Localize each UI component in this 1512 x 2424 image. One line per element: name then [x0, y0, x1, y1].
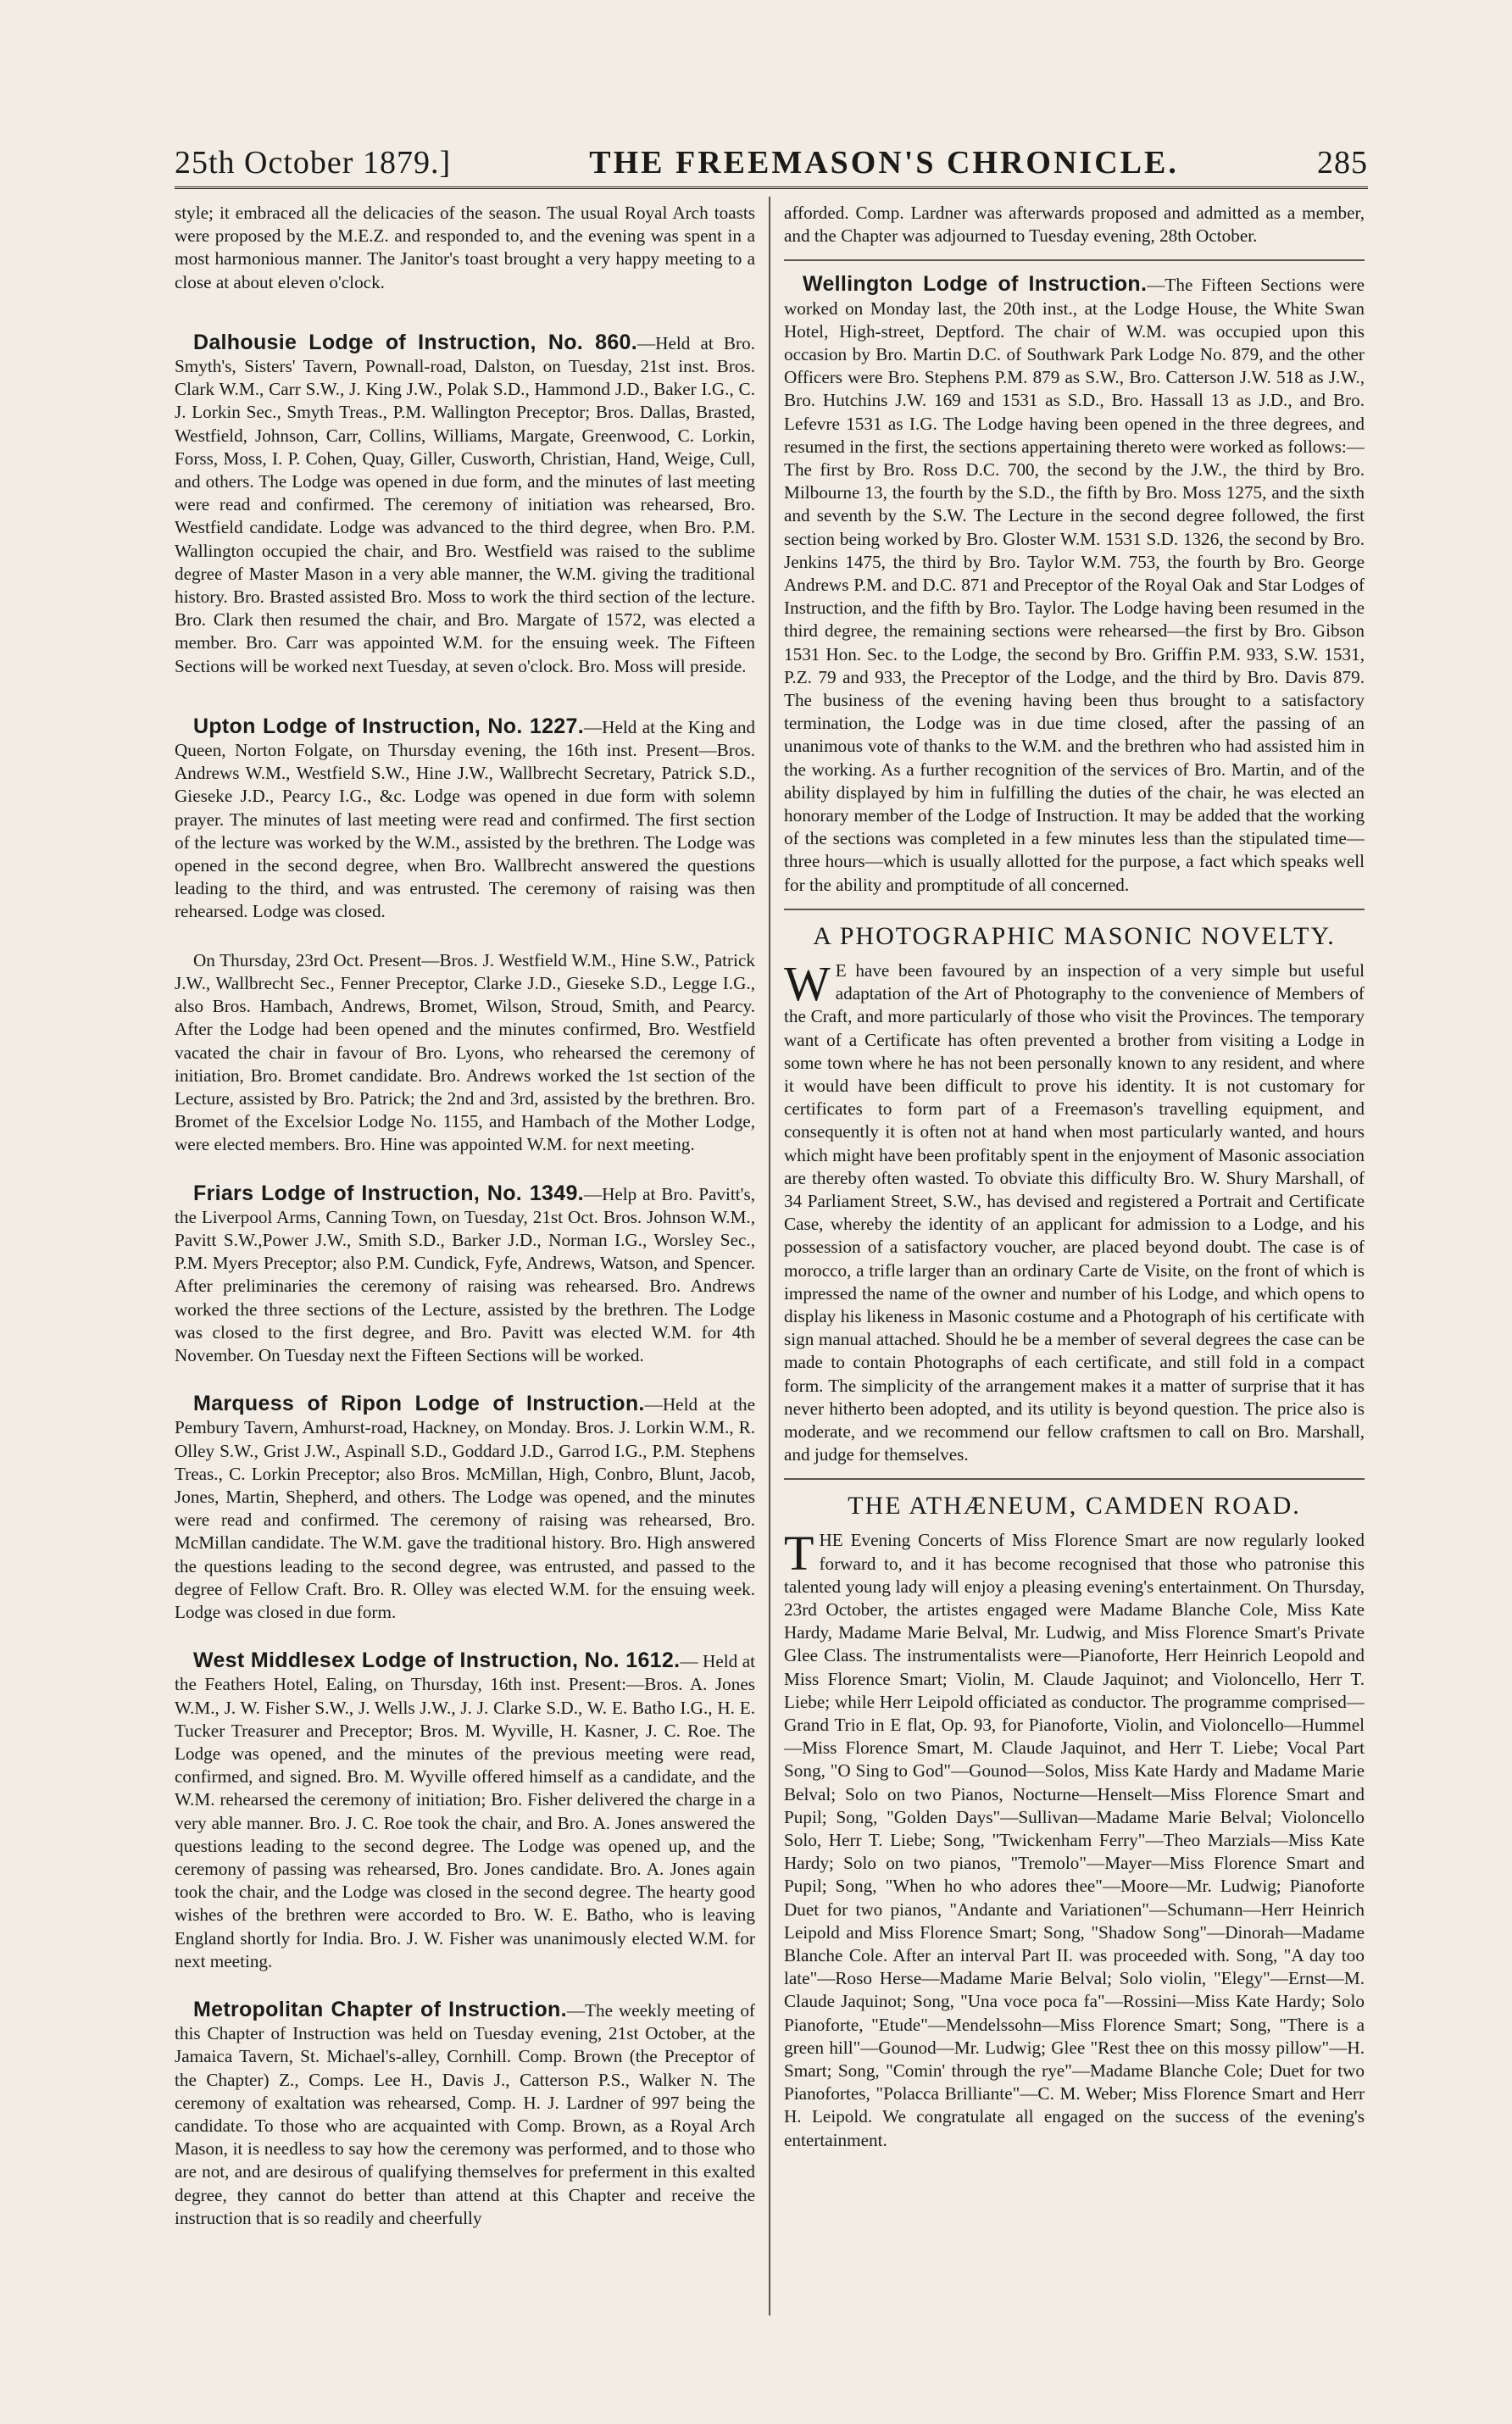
- article-heading: Wellington Lodge of Instruction.: [803, 272, 1148, 297]
- article-upton-thursday: On Thursday, 23rd Oct. Present—Bros. J. Westfield W.M., Hine S.W., Patrick J.W., Wallbrecht Sec., Fenner Preceptor, Clarke J.D., Gieseke S.D., Legge I.G., also Bros. Hambach, Andrews, Bromet, Wilson, Stroud, Smith, and Pearcy. After the Lodge had been opened and the minutes confirmed, Bro. Westfield vacated the chair in favour of Bro. Lyons, who rehearsed the ceremony of initiation, Bro. Bromet candidate. Bro. Andrews worked the 1st section of the Lecture, assisted by Bro. Patrick; the 2nd and 3rd, assisted by the brethren. Bro. Bromet of the Excelsior Lodge No. 1155, and Hambach of the Mother Lodge, were elected members. Bro. Hine was appointed W.M. for next meeting.: [175, 949, 755, 1155]
- article-dalhousie: [175, 331, 755, 678]
- issue-date: 25th October 1879.]: [175, 145, 452, 181]
- drop-cap: W: [784, 955, 831, 1011]
- page-number: 285: [1316, 145, 1368, 181]
- article-body: — Held at the Feathers Hotel, Ealing, on Thursday, 16th inst. Present:—Bros. A. Jones W.M., J. W. Fisher S.W., J. Wells J.W., J. J. Clarke S.D., W. E. Batho I.G., H. E. Tucker Treasurer and Preceptor; Bros. M. Wyville, H. Kasner, J. C. Roe. The Lodge was opened, and the minutes of the previous meeting were read, confirmed, and signed. Bro. M. Wyville offered himself as a candidate, and the W.M. rehearsed the ceremony of initiation; Bro. Fisher delivered the charge in a very able manner. Bro. J. C. Roe took the chair, and Bro. A. Jones answered the questions leading to the second degree. The Lodge was opened up, and the ceremony of passing was rehearsed, Bro. Jones candidate. Bro. A. Jones again took the chair, and the Lodge was closed in the second degree. The hearty good wishes of the brethren were accorded to Bro. W. E. Batho, who is leaving England shortly for India. Bro. J. W. Fisher was unanimously elected W.M. for next meeting.: [175, 1651, 755, 1971]
- masthead: [175, 134, 1368, 189]
- article-body: —Held at Bro. Smyth's, Sisters' Tavern, Pownall-road, Dalston, on Tuesday, 21st inst. Bros. Clark W.M., Carr S.W., J. King J.W., Polak S.D., Hammond J.D., Baker I.G., C. J. Lorkin Sec., Smyth Treas., P.M. Wallington Preceptor; Bros. Dallas, Brasted, Westfield, Johnson, Carr, Collins, Williams, Margate, Greenwood, C. Lorkin, Forss, Moss, I. P. Cohen, Quay, Giller, Cusworth, Christian, Hand, Weige, Cull, and others. The Lodge was opened in due form, and the minutes of last meeting were read and confirmed. The ceremony of initiation was rehearsed, Bro. Westfield candidate. Lodge was advanced to the third degree, when Bro. P.M. Wallington occupied the chair, and Bro. Westfield was raised to the sublime degree of Master Mason in a very able manner, the W.M. giving the traditional history. Bro. Brasted assisted Bro. Moss to work the third section of the lecture. Bro. Clark then resumed the chair, and Bro. Margate of 1572, was elected a member. Bro. Carr was appointed W.M. for the ensuing week. The Fifteen Sections will be worked next Tuesday, at seven o'clock. Bro. Moss will preside.: [175, 332, 755, 676]
- article-heading: Metropolitan Chapter of Instruction.: [193, 1998, 567, 2022]
- article-body: —Held at the Pembury Tavern, Amhurst-road, Hackney, on Monday. Bros. J. Lorkin W.M., R. Olley S.W., Grist J.W., Aspinall S.D., Goddard J.D., Garrod I.G., P.M. Stephens Treas., C. Lorkin Preceptor; also Bros. McMillan, High, Conbro, Blunt, Jacob, Jones, Martin, Shepherd, and others. The Lodge was opened, and the minutes were read and confirmed. The ceremony of raising was rehearsed, Bro. McMillan candidate. The W.M. gave the traditional history. Bro. High answered the questions leading to the second degree, was entrusted, and passed to the degree of Fellow Craft. Bro. R. Olley was elected W.M. for the ensuing week. Lodge was closed in due form.: [175, 1394, 755, 1622]
- section-rule: [784, 259, 1365, 261]
- left-column: [175, 202, 755, 2321]
- right-column: [784, 202, 1365, 2321]
- article-heading: Marquess of Ripon Lodge of Instruction.: [193, 1392, 645, 1416]
- publication-title: THE FREEMASON'S CHRONICLE.: [589, 145, 1179, 181]
- article-body: —Help at Bro. Pavitt's, the Liverpool Arms, Canning Town, on Tuesday, 21st Oct. Bros. Johnson W.M., Pavitt S.W.,Power J.W., Smith S.D., Barker J.D., Norman I.G., Worsley Sec., P.M. Myers Preceptor; also P.M. Cundick, Fyfe, Andrews, Watson, and Spencer. After preliminaries the ceremony of raising was rehearsed. Bro. Andrews worked the three sections of the Lecture, assisted by the brethren. The Lodge was closed to the first degree, and Bro. Pavitt was elected W.M. for 4th November. On Tuesday next the Fifteen Sections will be worked.: [175, 1183, 755, 1365]
- article-heading: Friars Lodge of Instruction, No. 1349.: [193, 1181, 584, 1205]
- article-body: —The weekly meeting of this Chapter of Instruction was held on Tuesday evening, 21st October, at the Jamaica Tavern, St. Michael's-alley, Cornhill. Comp. Brown (the Preceptor of the Chapter) Z., Comps. Lee H., Davis J., Catterson P.S., Walker N. The ceremony of exaltation was rehearsed, Comp. H. J. Lardner of 997 being the candidate. To those who are acquainted with Comp. Brown, as a Royal Arch Mason, it is needless to say how the ceremony was performed, and to those who are not, and are desirous of qualifying themselves for preferment in this exalted degree, they cannot do better than attend at this Chapter and receive the instruction that is so readily and cheerfully: [175, 2000, 755, 2228]
- drop-cap: T: [784, 1526, 814, 1582]
- article-west-middlesex: [175, 1649, 755, 1973]
- article-friars: [175, 1182, 755, 1368]
- article-wellington: [784, 273, 1365, 896]
- section-title-athenaeum: THE ATHÆNEUM, CAMDEN ROAD.: [848, 1492, 1301, 1521]
- section-rule: [784, 909, 1365, 910]
- article-heading: Dalhousie Lodge of Instruction, No. 860.: [193, 330, 637, 354]
- section-rule: [784, 1478, 1365, 1480]
- continued-paragraph: afforded. Comp. Lardner was afterwards proposed and admitted as a member, and the Chapter was adjourned to Tuesday evening, 28th October.: [784, 203, 1365, 247]
- continued-paragraph: style; it embraced all the delicacies of the season. The usual Royal Arch toasts were proposed by the M.E.Z. and responded to, and the evening was spent in a most harmonious manner. The Janitor's toast brought a very happy meeting to a close at about eleven o'clock.: [175, 203, 755, 292]
- article-photographic: [784, 955, 1365, 1466]
- article-heading: West Middlesex Lodge of Instruction, No. 1612.: [193, 1648, 681, 1673]
- article-body: —The Fifteen Sections were worked on Monday last, the 20th inst., at the Lodge House, the White Swan Hotel, High-street, Deptford. The chair of W.M. was occupied upon this occasion by Bro. Martin D.C. of Southwark Park Lodge No. 879, and the other Officers were Bro. Stephens P.M. 879 as S.W., Bro. Catterson J.W. 518 as J.W., Bro. Hutchins J.W. 169 and 1531 as S.D., Bro. Hassall 13 as J.D., and Bro. Lefevre 1531 as I.G. The Lodge having been opened in the three degrees, and resumed in the first, the sections appertaining thereto were worked as follows:—The first by Bro. Ross D.C. 700, the second by the J.W., the third by Bro. Milbourne 13, the fourth by the S.D., the fifth by Bro. Moss 1275, and the sixth and seventh by the S.W. The Lecture in the second degree followed, the first section being worked by Bro. Gloster W.M. 1531 S.D. 1326, the second by Bro. Jenkins 1475, the third by Bro. Taylor W.M. 753, the fourth by Bro. George Andrews P.M. and D.C. 871 and Preceptor of the Royal Oak and Star Lodges of Instruction, and the fifth by Bro. Taylor. The Lodge having been resumed in the third degree, the remaining sections were rehearsed—the first by Bro. Gibson 1531 Hon. Sec. to the Lodge, the second by Bro. Griffin P.M. 933, S.W. 1531, P.Z. 79 and 933, the Preceptor of the Lodge, and the third by Bro. Davis 879. The business of the evening having been thus brought to a satisfactory termination, the Lodge was in due time closed, after the passing of an unanimous vote of thanks to the W.M. and the brethren who had assisted him in the working. As a further recognition of the services of Bro. Martin, and of the ability displayed by him in fulfilling the duties of the chair, he was elected an honorary member of the Lodge of Instruction. It may be added that the working of the sections was completed in a few minutes less than the stipulated time—three hours—which is usually allotted for the purpose, a fact which speaks well for the ability and promptitude of all concerned.: [784, 275, 1365, 895]
- section-title-photographic: A PHOTOGRAPHIC MASONIC NOVELTY.: [813, 921, 1336, 950]
- article-body: HE Evening Concerts of Miss Florence Smart are now regularly looked forward to, and it has become recognised that those who patronise this talented young lady will enjoy a pleasing evening's entertainment. On Thursday, 23rd October, the artistes engaged were Madame Blanche Cole, Miss Kate Hardy, Madame Marie Belval, Mr. Ludwig, and Miss Florence Smart's Private Glee Class. The instrumentalists were—Pianoforte, Herr Heinrich Leopold and Miss Florence Smart; Violin, M. Claude Jaquinot; and Violoncello, Herr T. Liebe; while Herr Leipold officiated as conductor. The programme comprised—Grand Trio in E flat, Op. 93, for Pianoforte, Violin, and Violoncello—Hummel—Miss Florence Smart, M. Claude Jaquinot, and Herr T. Liebe; Vocal Part Song, "O Sing to God"—Gounod—Solos, Miss Kate Hardy and Madame Marie Belval; Solo on two Pianos, Nocturne—Henselt—Miss Florence Smart and Pupil; Song, "Golden Days"—Sullivan—Madame Marie Belval; Violoncello Solo, Herr T. Liebe; Song, "Twickenham Ferry"—Theo Marzials—Miss Kate Hardy; Solo on two pianos, "Tremolo"—Mayer—Miss Florence Smart and Pupil; Song, "When ho who adores thee"—Moore—Mr. Ludwig; Pianoforte Duet for two pianos, "Andante and Variationen"—Schumann—Herr Heinrich Leipold and Miss Florence Smart; Song, "Shadow Song"—Dinorah—Madame Blanche Cole. After an interval Part II. was proceeded with. Song, "A day too late"—Roso Herse—Madame Marie Belval; Solo violin, "Elegy"—Ernst—M. Claude Jaquinot; Song, "Una voce poca fa"—Rossini—Miss Kate Hardy; Solo Pianoforte, "Etude"—Mendelssohn—Miss Florence Smart; Song, "There is a green hill"—Gounod—Mr. Ludwig; Glee "Rest thee on this mossy pillow"—H. Smart; Song, "Comin' through the rye"—Madame Blanche Cole; Duet for two Pianofortes, "Polacca Brilliante"—C. M. Weber; Miss Florence Smart and Herr H. Leipold. We congratulate all engaged on the success of the evening's entertainment.: [784, 1530, 1365, 2150]
- article-body: —Held at the King and Queen, Norton Folgate, on Thursday evening, the 16th inst. Present—Bros. Andrews W.M., Westfield S.W., Hine J.W., Wallbrecht Secretary, Patrick S.D., Gieseke J.D., Pearcy I.G., &c. Lodge was opened in due form with solemn prayer. The minutes of last meeting were read and confirmed. The first section of the lecture was worked by the W.M., assisted by the brethren. The Lodge was opened in the second degree, when Bro. Wallbrecht answered the questions leading to the third, and was entrusted. The ceremony of raising was then rehearsed. Lodge was closed.: [175, 716, 755, 922]
- article-body: E have been favoured by an inspection of a very simple but useful adaptation of the Art of Photography to the convenience of Members of the Craft, and more particularly of those who visit the Provinces. The temporary want of a Certificate has often prevented a brother from visiting a Lodge in some town where he has not been personally known to any resident, and where it would have been difficult to prove his identity. It is not customary for certificates to form part of a Freemason's travelling equipment, and consequently it is often not at hand when most particularly wanted, and hours which might have been profitably spent in the enjoyment of Masonic association are thereby often wasted. To obviate this difficulty Bro. W. Shury Marshall, of 34 Parliament Street, S.W., has devised and registered a Portrait and Certificate Case, whereby the identity of an applicant for admission to a Lodge, and his possession of a satisfactory voucher, are placed beyond doubt. The case is of morocco, a trifle larger than an ordinary Carte de Visite, on the front of which is impressed the name of the owner and number of his Lodge, and which opens to display his likeness in Masonic costume and a Photograph of his certificate with sign manual attached. Should he be a member of several degrees the case can be made to contain Photographs of each certificate, and still fold in a compact form. The simplicity of the arrangement makes it a matter of surprise that it has never hitherto been adopted, and its utility is beyond question. The price also is moderate, and we recommend our fellow craftsmen to call on Bro. Marshall, and judge for themselves.: [784, 959, 1365, 1465]
- article-metropolitan: [175, 1999, 755, 2230]
- article-upton: [175, 715, 755, 924]
- article-heading: Upton Lodge of Instruction, No. 1227.: [193, 714, 584, 738]
- column-divider: [769, 197, 770, 2316]
- article-athenaeum: [784, 1526, 1365, 2151]
- article-ripon: [175, 1393, 755, 1624]
